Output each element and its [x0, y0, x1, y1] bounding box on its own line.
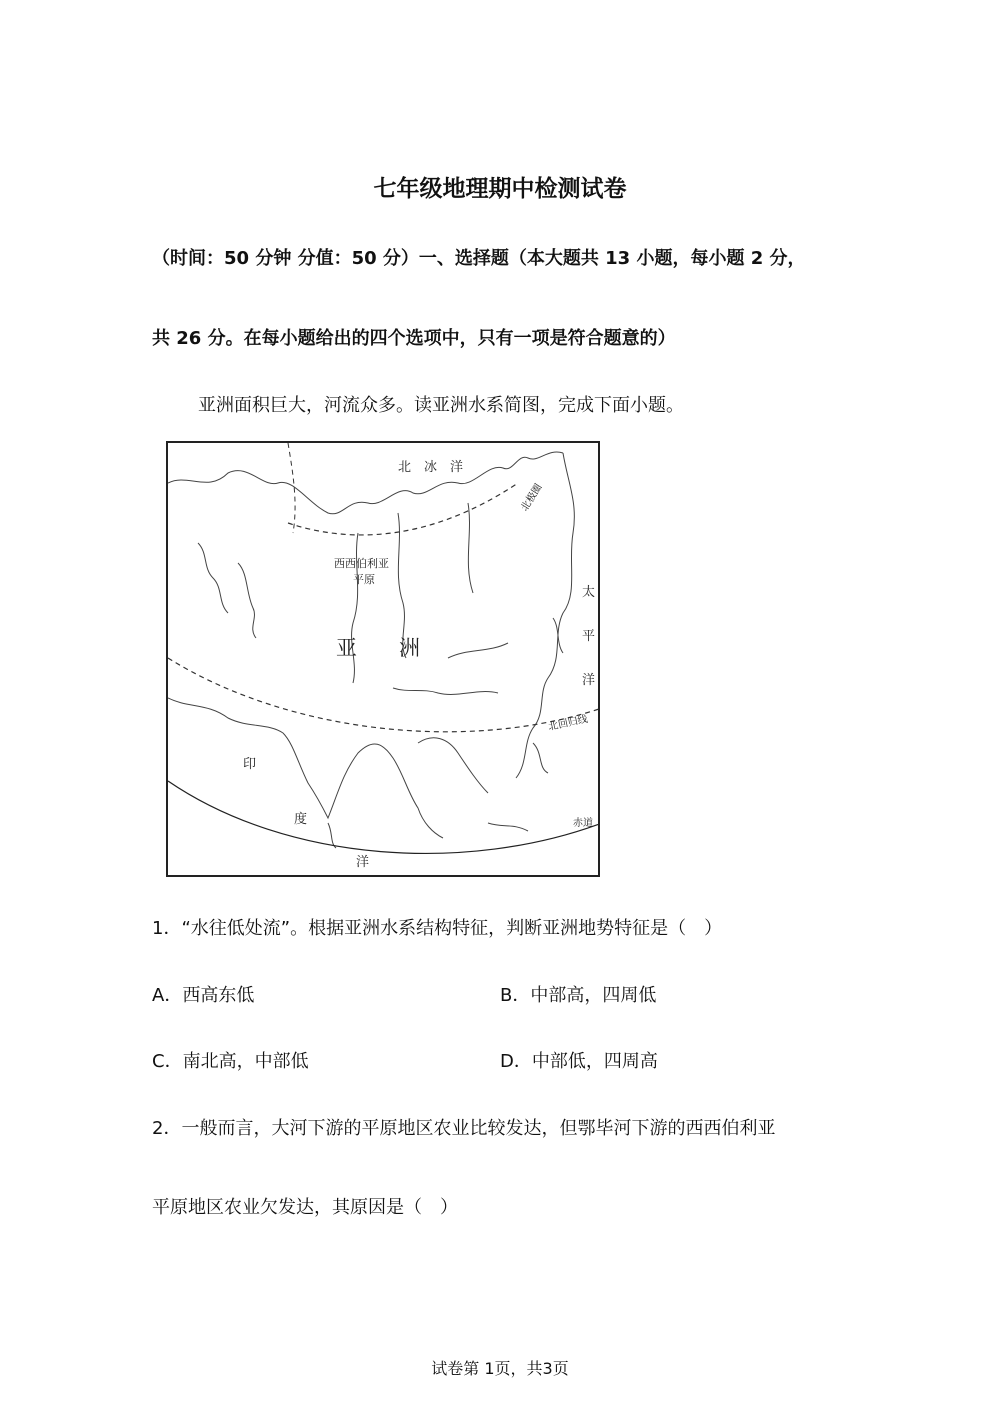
map-label-equator: 赤道	[573, 818, 593, 829]
asia-river-map	[166, 441, 600, 877]
map-label-pacific-2: 平	[582, 629, 596, 644]
map-label-tropic: 北回归线	[547, 713, 589, 734]
map-label-arctic-ocean: 北 冰 洋	[398, 460, 464, 475]
map-label-siberian-plain-1: 西西伯利亚	[334, 557, 389, 570]
question-1-option-a: A．西高东低	[152, 985, 255, 1006]
question-1-option-d: D．中部低，四周高	[500, 1051, 658, 1072]
exam-info-line-1: （时间：50 分钟 分值：50 分）一、选择题（本大题共 13 小题，每小题 2 分，	[152, 248, 806, 269]
map-drawing	[168, 443, 600, 877]
page-footer: 试卷第 1页，共3页	[431, 1359, 569, 1378]
map-label-arctic-circle: 北极圈	[519, 482, 545, 514]
question-2-stem-line-1: 2．一般而言，大河下游的平原地区农业比较发达，但鄂毕河下游的西西伯利亚	[152, 1118, 776, 1139]
question-1-stem: 1．“水往低处流”。根据亚洲水系结构特征，判断亚洲地势特征是（ ）	[152, 918, 723, 939]
map-label-siberian-plain-2: 平原	[353, 573, 375, 586]
map-label-indian-3: 洋	[356, 855, 370, 870]
map-label-indian-1: 印	[243, 757, 257, 772]
map-label-pacific-3: 洋	[582, 673, 596, 688]
question-2-stem-line-2: 平原地区农业欠发达，其原因是（ ）	[152, 1197, 458, 1218]
question-1-option-b: B．中部高，四周低	[500, 985, 657, 1006]
question-1-option-c: C．南北高，中部低	[152, 1051, 309, 1072]
page-title: 七年级地理期中检测试卷	[373, 176, 627, 202]
question-intro: 亚洲面积巨大，河流众多。读亚洲水系简图，完成下面小题。	[198, 395, 684, 416]
map-label-pacific-1: 太	[582, 585, 596, 600]
map-label-indian-2: 度	[294, 812, 308, 827]
exam-info-line-2: 共 26 分。在每小题给出的四个选项中，只有一项是符合题意的）	[152, 328, 676, 349]
map-label-asia: 亚 洲	[336, 636, 420, 660]
